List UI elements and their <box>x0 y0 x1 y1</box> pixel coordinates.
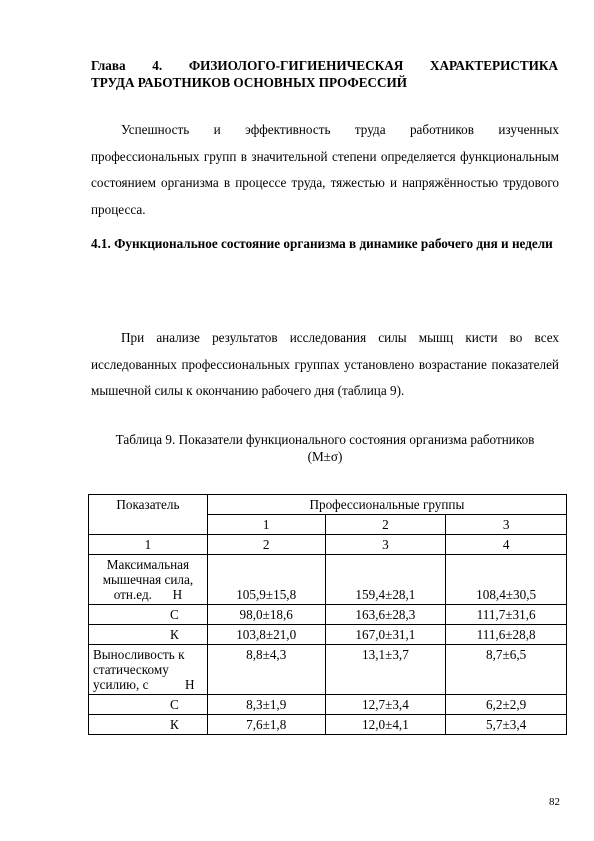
section-heading: 4.1. Функциональное состояние организма в динамике рабочего дня и недели <box>91 236 553 251</box>
table-cell: 98,0±18,6 <box>207 605 325 625</box>
paragraph-intro: Успешность и эффективность труда работников изученных профессиональных групп в значительной степени определяется функциональным состоянием организма в процессе труда, тяжестью и напряжённостью трудового процесса. <box>91 122 559 217</box>
table-row <box>89 645 567 695</box>
row-sublabel: Н <box>185 677 195 692</box>
header-groups: Профессиональные группы <box>207 495 566 515</box>
header-indicator: Показатель <box>89 495 208 535</box>
table-cell: 105,9±15,8 <box>207 555 325 605</box>
table-row <box>89 625 567 645</box>
row-sublabel: С <box>89 605 208 625</box>
table-cell: 12,0±4,1 <box>325 715 446 735</box>
table-cell: 159,4±28,1 <box>325 555 446 605</box>
row-sublabel: К <box>89 625 208 645</box>
table-cell: 7,6±1,8 <box>207 715 325 735</box>
table-cell: 111,6±28,8 <box>446 625 567 645</box>
table-cell: 167,0±31,1 <box>325 625 446 645</box>
table-cell: 108,4±30,5 <box>446 555 567 605</box>
table-cell: 8,7±6,5 <box>446 645 567 695</box>
row-sublabel: С <box>89 695 208 715</box>
column-number: 3 <box>325 535 446 555</box>
table-cell: 8,8±4,3 <box>207 645 325 695</box>
column-number: 1 <box>89 535 208 555</box>
row-label-text: Максимальная мышечная сила, отн.ед. <box>102 557 194 602</box>
table-row <box>89 695 567 715</box>
table-cell: 12,7±3,4 <box>325 695 446 715</box>
group-number: 2 <box>325 515 446 535</box>
paragraph-analysis: При анализе результатов исследования силы мышц кисти во всех исследованных профессиональных группах установлено возрастание показателей мышечной силы к окончанию рабочего дня (таблица 9). <box>91 330 559 398</box>
table-cell: 163,6±28,3 <box>325 605 446 625</box>
table-cell: 5,7±3,4 <box>446 715 567 735</box>
table-cell: 8,3±1,9 <box>207 695 325 715</box>
table-caption <box>91 431 559 465</box>
table-caption-line1: Таблица 9. Показатели функционального состояния организма работников <box>115 432 535 447</box>
table-cell: 13,1±3,7 <box>325 645 446 695</box>
table-cell: 6,2±2,9 <box>446 695 567 715</box>
group-number: 3 <box>446 515 567 535</box>
table-caption-line2: (M±σ) <box>307 449 343 464</box>
row-label <box>89 645 208 695</box>
indicators-table <box>88 494 567 735</box>
page-number: 82 <box>549 796 560 808</box>
table-column-numbers-row <box>89 535 567 555</box>
row-label-text: Выносливость к статическому усилию, с <box>93 647 185 692</box>
table-row <box>89 555 567 605</box>
column-number: 2 <box>207 535 325 555</box>
chapter-title <box>91 57 558 91</box>
row-label <box>89 555 208 605</box>
table-cell: 111,7±31,6 <box>446 605 567 625</box>
table-header-row <box>89 495 567 515</box>
row-sublabel: Н <box>172 587 183 602</box>
column-number: 4 <box>446 535 567 555</box>
chapter-title-line2: ТРУДА РАБОТНИКОВ ОСНОВНЫХ ПРОФЕССИЙ <box>91 75 408 90</box>
row-sublabel: К <box>89 715 208 735</box>
table-cell: 103,8±21,0 <box>207 625 325 645</box>
table-row <box>89 715 567 735</box>
table-row <box>89 605 567 625</box>
chapter-title-line1: Глава 4. ФИЗИОЛОГО-ГИГИЕНИЧЕСКАЯ ХАРАКТЕРИСТИКА <box>91 58 558 73</box>
group-number: 1 <box>207 515 325 535</box>
